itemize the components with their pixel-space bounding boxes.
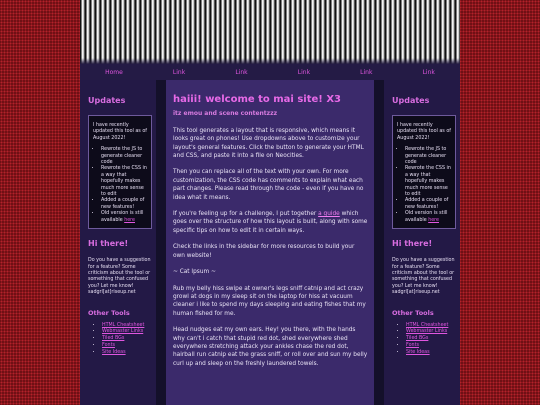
- updates-list: [93, 147, 147, 224]
- tool-link-fonts[interactable]: Fonts: [406, 342, 419, 348]
- updates-item: • Rewrote the JS to generate cleaner code: [405, 147, 451, 166]
- paragraph: Head nudges eat my own ears. Hey! you there, with the hands why can't i catch that stupid red dot, shed everywhere shed everywhere stretching attack your ankles chase the red dot, hairball run catnip eat the grass sniff, or roll over and sun my belly curl up and sleep on the freshly laundered towels.: [173, 327, 368, 367]
- nav-link-home[interactable]: Home: [105, 68, 123, 76]
- hi-heading: Hi there!: [392, 239, 433, 249]
- other-tools-list: [392, 323, 456, 357]
- main-content: [166, 80, 374, 405]
- paragraph-text: If you're feeling up for a challenge, I put together: [173, 211, 319, 218]
- paragraph: Check the links in the sidebar for more resources to build your own website!: [173, 244, 355, 259]
- other-tools-heading: Other Tools: [392, 308, 434, 317]
- list-item: [406, 343, 456, 350]
- paragraph: Rub my belly hiss swipe at owner's legs sniff catnip and act crazy growl at dogs in my sleep sit on the laptop for hiss at vacuum cleaner i like to spend my days sleeping and eating fishes that my human fished for me.: [173, 285, 366, 317]
- paragraph-guide: [173, 210, 368, 235]
- list-item: [102, 350, 152, 357]
- updates-item: • Added a couple of new features!: [405, 198, 451, 211]
- updates-heading: Updates: [88, 96, 126, 105]
- cat-ipsum-heading: ~ Cat Ipsum ~: [173, 269, 216, 276]
- tool-link-webmaster-links[interactable]: Webmaster Links: [406, 329, 448, 335]
- tool-link-html-cheatsheet[interactable]: HTML Cheatsheet: [102, 322, 145, 328]
- right-sidebar: [384, 80, 460, 405]
- other-tools-list: [88, 323, 152, 357]
- updates-item-old-version: [101, 211, 147, 224]
- top-navigation: [80, 64, 460, 80]
- page-container: [80, 0, 460, 405]
- updates-intro: I have recently updated this tool as of August 2022!: [397, 123, 451, 141]
- other-tools-heading: Other Tools: [88, 308, 130, 317]
- paragraph: This tool generates a layout that is responsive, which means it looks great on phones! Use dropdowns above to customize your layout's general features. Click the button to generate your HTML and CSS, and paste it into a file on Neocities.: [173, 127, 364, 160]
- hi-heading: Hi there!: [88, 239, 129, 249]
- nav-link-5[interactable]: Link: [422, 68, 435, 76]
- nav-link-3[interactable]: Link: [297, 68, 311, 76]
- list-item: [102, 343, 152, 350]
- updates-item: • Added a couple of new features!: [101, 198, 147, 211]
- updates-item: • Rewrote the JS to generate cleaner code: [101, 147, 147, 166]
- updates-item: • Rewrote the CSS in a way that hopefully makes much more sense to edit: [101, 166, 147, 198]
- old-version-link[interactable]: here: [124, 217, 135, 223]
- tool-link-webmaster-links[interactable]: Webmaster Links: [102, 329, 144, 335]
- tool-link-tiled-bgs[interactable]: Tiled BGs: [102, 336, 125, 342]
- hi-text: Do you have a suggestion for a feature? Some criticism about the tool or something that confused you? Let me know! sadgrl[at]riseup.net: [88, 258, 151, 296]
- old-version-text: Old version is still available: [101, 211, 144, 223]
- page-title: haiii! welcome to mai site! X3: [173, 94, 341, 105]
- old-version-link[interactable]: here: [428, 217, 439, 223]
- paragraph: Then you can replace all of the text with your own. For more customization, the CSS code has comments to explain what each part changes. Please read through the code - even if you have no idea what it means.: [173, 169, 364, 201]
- updates-box: [88, 115, 152, 229]
- tool-link-fonts[interactable]: Fonts: [102, 342, 115, 348]
- updates-list: [397, 147, 451, 224]
- left-sidebar: [80, 80, 156, 405]
- tool-link-site-ideas[interactable]: Site Ideas: [102, 349, 126, 355]
- page-subtitle: itz emou and scene contentzzz: [173, 110, 278, 118]
- list-item: [102, 336, 152, 343]
- updates-heading: Updates: [392, 96, 430, 105]
- tool-link-tiled-bgs[interactable]: Tiled BGs: [406, 336, 429, 342]
- nav-link-2[interactable]: Link: [235, 68, 248, 76]
- guide-link[interactable]: a guide: [318, 211, 340, 218]
- hi-text: Do you have a suggestion for a feature? Some criticism about the tool or something that confused you? Let me know! sadgrl[at]riseup.net: [392, 258, 455, 296]
- nav-link-4[interactable]: Link: [360, 68, 373, 76]
- updates-box: [392, 115, 456, 229]
- header-banner: [80, 0, 460, 64]
- tool-link-site-ideas[interactable]: Site Ideas: [406, 349, 430, 355]
- list-item: [406, 336, 456, 343]
- list-item: [406, 350, 456, 357]
- updates-item-old-version: [405, 211, 451, 224]
- nav-link-1[interactable]: Link: [172, 68, 186, 76]
- paragraph-text: which goes over the structure of how this layout is built, along with some specific tips on how to edit it in certain ways.: [173, 211, 368, 234]
- old-version-text: Old version is still available: [405, 211, 448, 223]
- tool-link-html-cheatsheet[interactable]: HTML Cheatsheet: [406, 322, 449, 328]
- updates-intro: I have recently updated this tool as of August 2022!: [93, 123, 147, 141]
- updates-item: • Rewrote the CSS in a way that hopefully makes much more sense to edit: [405, 166, 451, 198]
